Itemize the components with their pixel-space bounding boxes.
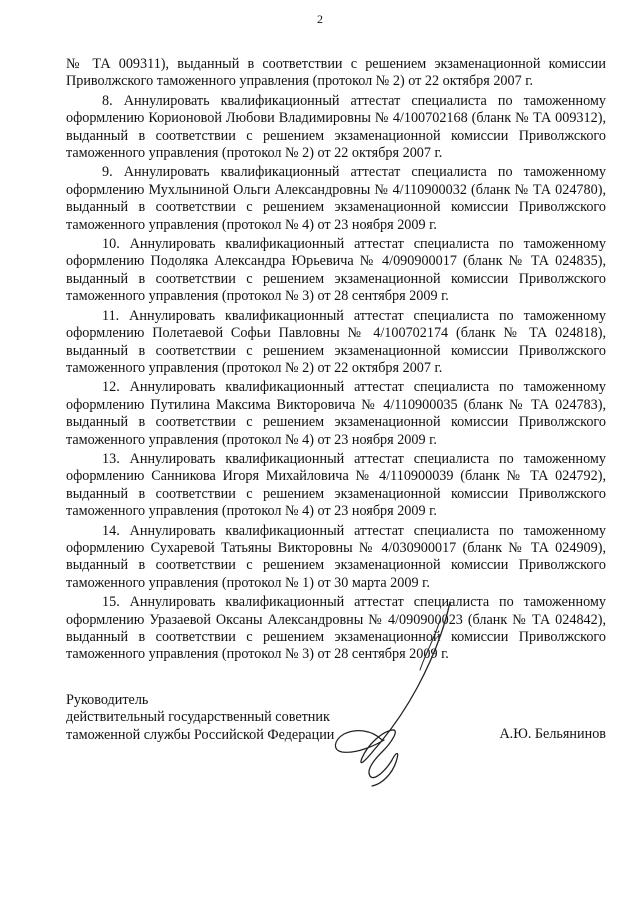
signer-position-line-1: Руководитель (66, 692, 149, 708)
signer-position-line-3: таможенной службы Российской Федерации (66, 726, 335, 743)
page-number: 2 (317, 12, 323, 26)
order-body (66, 56, 606, 664)
paragraph-continuation: № ТА 009311), выданный в соответствии с решением экзаменационной комиссии Приволжского таможенного управления (протокол № 2) от 22 октября 2007 г. (66, 56, 606, 90)
handwritten-signature (322, 600, 472, 790)
signer-position-line-2: действительный государственный советник (66, 709, 330, 726)
paragraph-item-14: 14. Аннулировать квалификационный аттестат специалиста по таможенному оформлению Сухаревой Татьяны Викторовны № 4/030900017 (бланк № ТА 024909), выданный в соответствии с решением экзаменационной комиссии Приволжского таможенного управления (протокол № 1) от 30 марта 2009 г. (66, 522, 606, 591)
paragraph-item-8: 8. Аннулировать квалификационный аттестат специалиста по таможенному оформлению Корионовой Любови Владимировны № 4/100702168 (бланк № ТА 009312), выданный в соответствии с решением экзаменационной комиссии Приволжского таможенного управления (протокол № 2) от 22 октября 2007 г. (66, 92, 606, 162)
signer-name: А.Ю. Бельянинов (499, 726, 606, 742)
paragraph-item-15: 15. Аннулировать квалификационный аттестат специалиста по таможенному оформлению Уразаевой Оксаны Александровны № 4/090900023 (бланк № ТА 024842), выданный в соответствии с решением экзаменационной комиссии Приволжского таможенного управления (протокол № 3) от 28 сентября 2009 г. (66, 594, 606, 663)
paragraph-item-12: 12. Аннулировать квалификационный аттестат специалиста по таможенному оформлению Путилина Максима Викторовича № 4/110900035 (бланк № ТА 024783), выданный в соответствии с решением экзаменационной комиссии Приволжского таможенного управления (протокол № 4) от 23 ноября 2009 г. (66, 379, 606, 448)
paragraph-item-10: 10. Аннулировать квалификационный аттестат специалиста по таможенному оформлению Подоляка Александра Юрьевича № 4/090900017 (бланк № ТА 024835), выданный в соответствии с решением экзаменационной комиссии Приволжского таможенного управления (протокол № 3) от 28 сентября 2009 г. (66, 236, 606, 305)
paragraph-item-13: 13. Аннулировать квалификационный аттестат специалиста по таможенному оформлению Санникова Игоря Михайловича № 4/110900039 (бланк № ТА 024792), выданный в соответствии с решением экзаменационной комиссии Приволжского таможенного управления (протокол № 4) от 23 ноября 2009 г. (66, 450, 606, 520)
paragraph-item-11: 11. Аннулировать квалификационный аттестат специалиста по таможенному оформлению Полетаевой Софьи Павловны № 4/100702174 (бланк № ТА 024818), выданный в соответствии с решением экзаменационной комиссии Приволжского таможенного управления (протокол № 2) от 22 октября 2007 г. (66, 307, 606, 376)
paragraph-item-9: 9. Аннулировать квалификационный аттестат специалиста по таможенному оформлению Мухлыниной Ольги Александровны № 4/110900032 (бланк № ТА 024780), выданный в соответствии с решением экзаменационной комиссии Приволжского таможенного управления (протокол № 4) от 23 ноября 2009 г. (66, 164, 606, 233)
